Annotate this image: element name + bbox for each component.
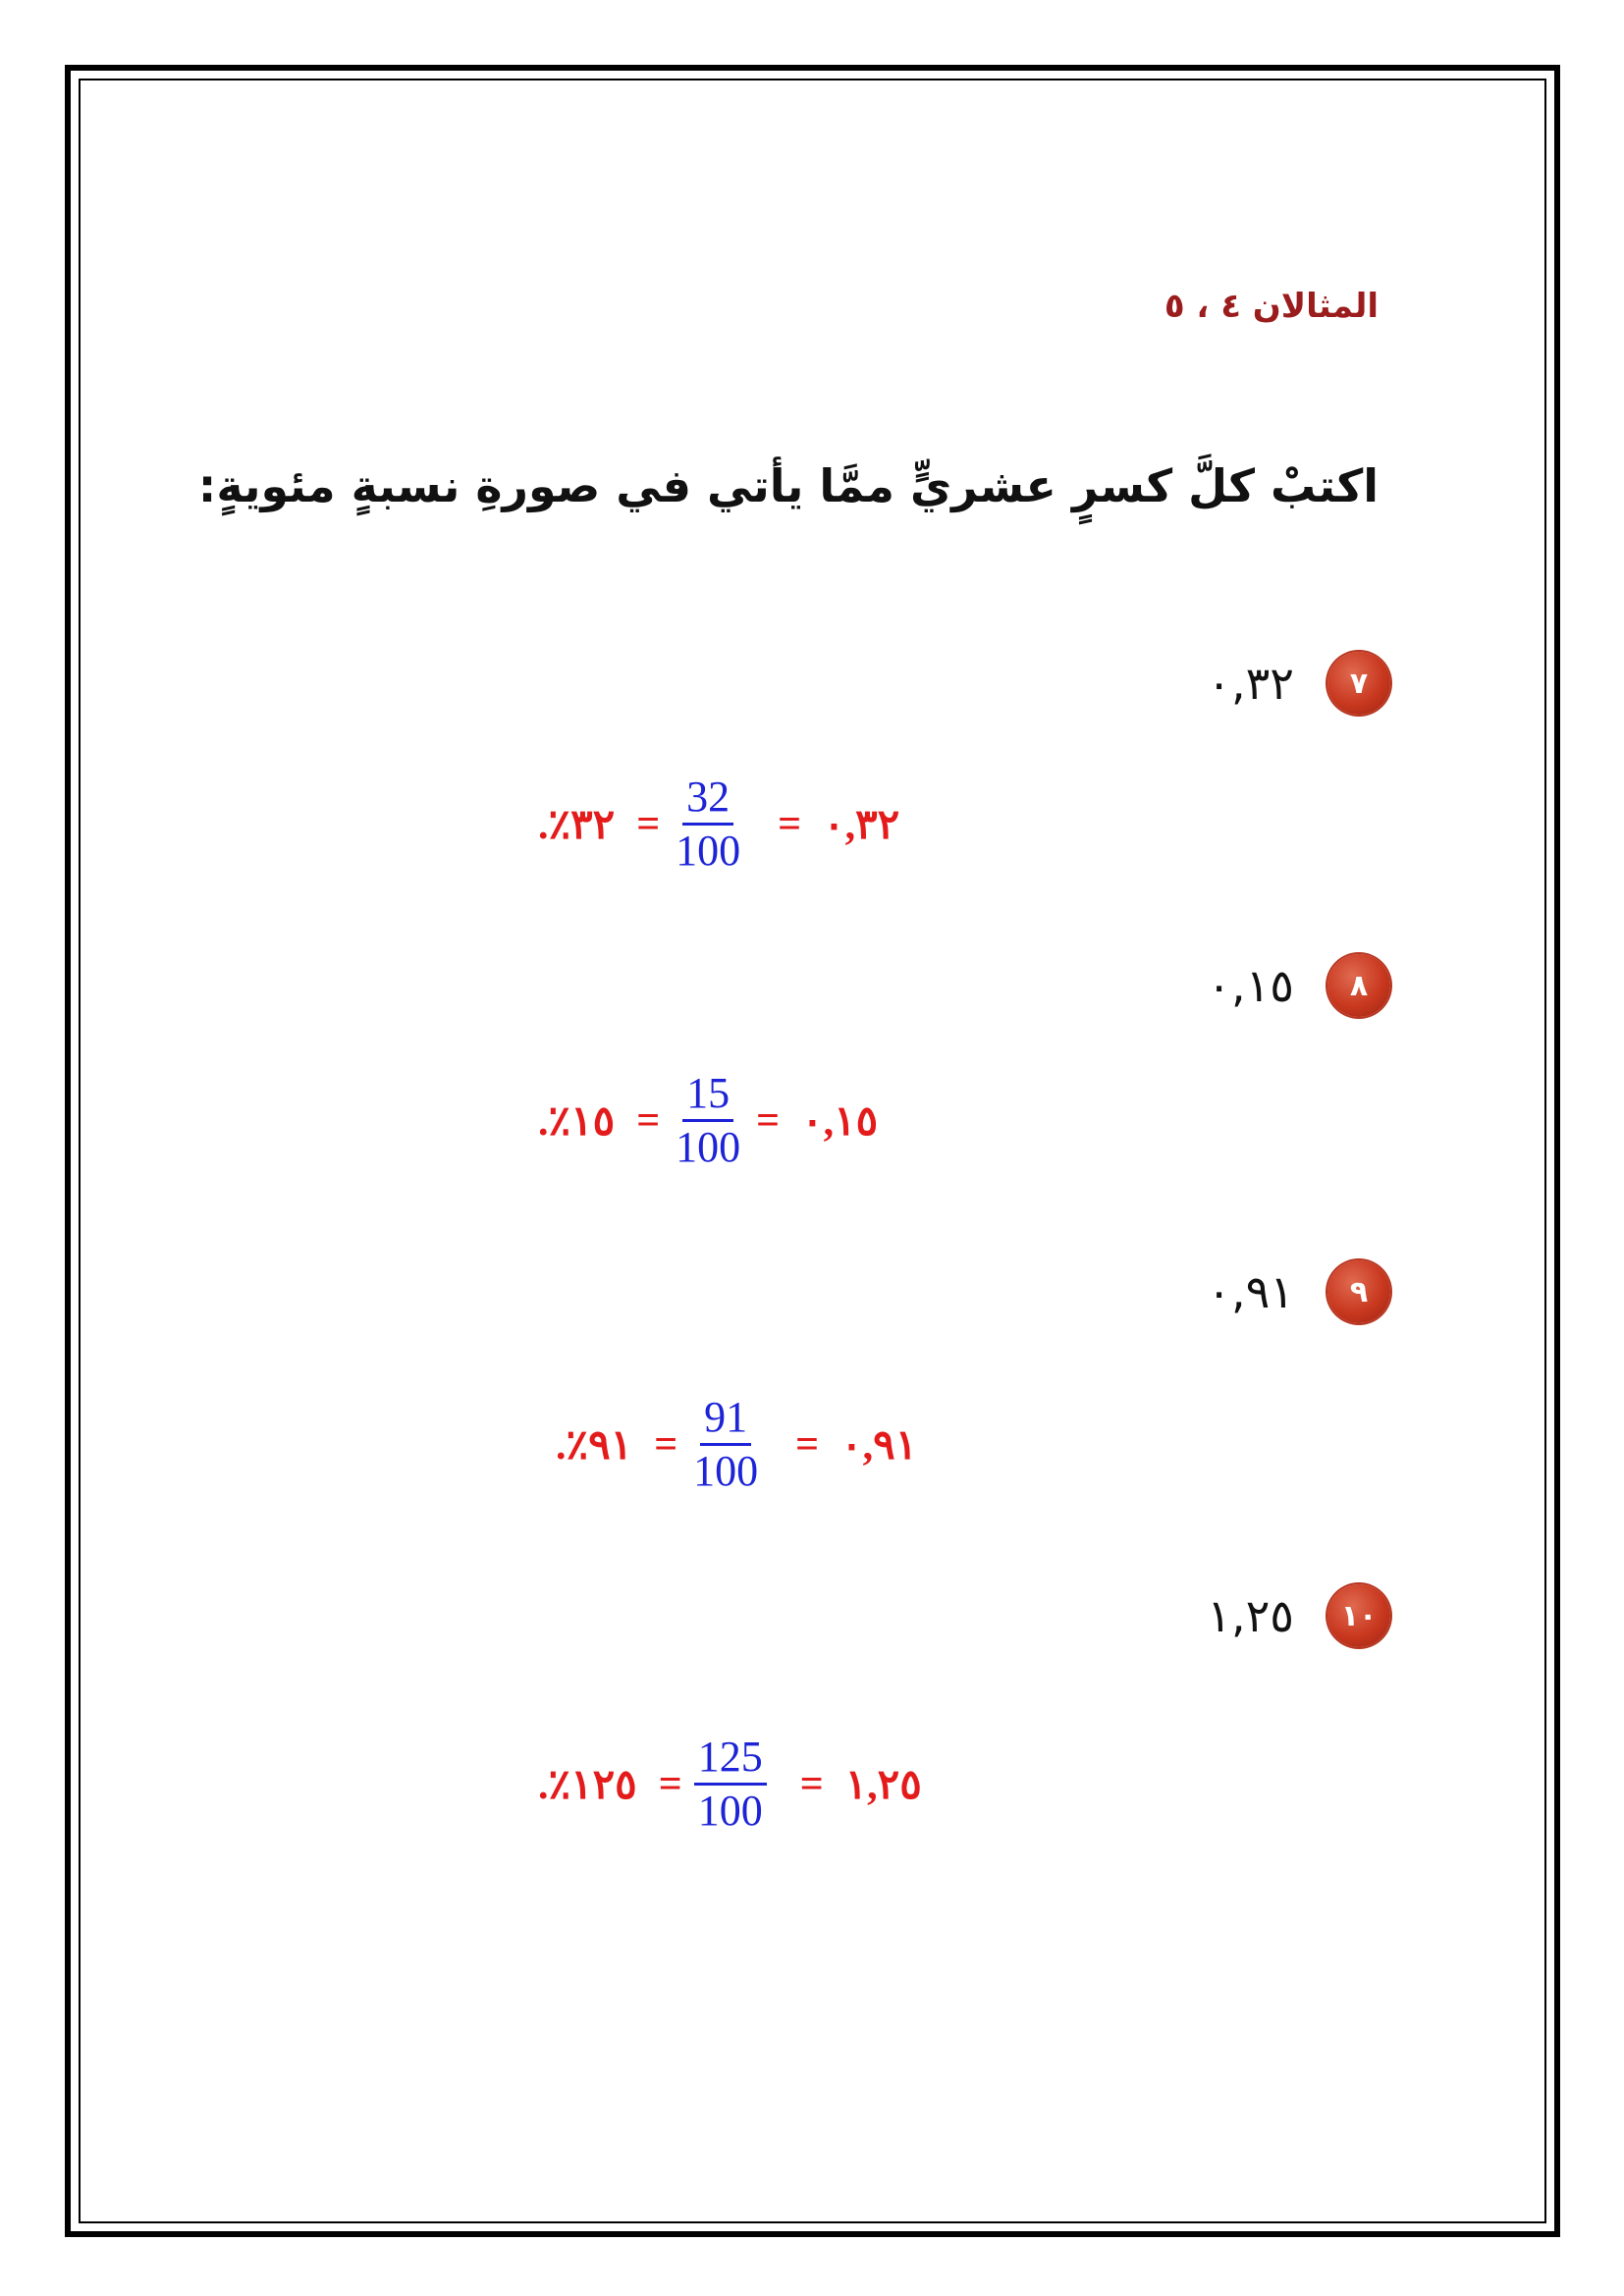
answer-decimal: ٠,٣٢ — [823, 802, 900, 848]
fraction-numerator: 15 — [682, 1072, 733, 1122]
equals-sign: = — [795, 1421, 820, 1468]
answer-9 — [556, 1393, 918, 1495]
answer-percent: .٪١٥ — [538, 1098, 616, 1145]
fraction-denominator: 100 — [697, 1787, 763, 1835]
problem-number-badge: ٨ — [1327, 954, 1390, 1017]
fraction-numerator: 91 — [700, 1396, 751, 1446]
instruction-text: اكتبْ كلَّ كسرٍ عشريٍّ ممَّا يأتي في صورةِ نسبةٍ مئويةٍ: — [197, 459, 1379, 512]
problem-value: ١,٢٥ — [1207, 1589, 1294, 1642]
answer-decimal: ٠,٩١ — [840, 1422, 918, 1468]
answer-percent: .٪١٢٥ — [538, 1762, 637, 1808]
answer-percent: .٪٣٢ — [538, 802, 616, 848]
equals-sign: = — [636, 1097, 661, 1144]
equals-sign: = — [636, 801, 661, 847]
fraction — [672, 1069, 744, 1171]
problem-10 — [1207, 1578, 1390, 1653]
answer-7 — [538, 775, 899, 873]
problem-value: ٠,١٥ — [1207, 959, 1294, 1012]
fraction — [689, 1393, 762, 1495]
problem-value: ٠,٣٢ — [1207, 657, 1294, 710]
problem-9 — [1207, 1255, 1390, 1329]
equals-sign: = — [756, 1097, 781, 1144]
answer-percent: .٪٩١ — [556, 1422, 633, 1468]
equals-sign: = — [778, 801, 802, 847]
fraction-denominator: 100 — [676, 1123, 741, 1171]
equals-sign: = — [658, 1761, 682, 1807]
problem-number-badge: ٧ — [1327, 652, 1390, 715]
fraction-denominator: 100 — [676, 827, 741, 875]
problem-number-badge: ٩ — [1327, 1260, 1390, 1323]
problem-7 — [1207, 646, 1390, 721]
equals-sign: = — [799, 1761, 824, 1807]
problem-number-badge: ١٠ — [1327, 1584, 1390, 1647]
problem-8 — [1207, 948, 1390, 1023]
fraction-denominator: 100 — [693, 1447, 759, 1495]
fraction-numerator: 125 — [694, 1735, 767, 1786]
fraction-numerator: 32 — [682, 775, 733, 826]
answer-decimal: ١,٢٥ — [844, 1762, 922, 1808]
examples-heading: المثالان ٤ ، ٥ — [1164, 287, 1379, 326]
answer-decimal: ٠,١٥ — [801, 1098, 879, 1145]
answer-10 — [538, 1735, 922, 1833]
fraction — [672, 775, 744, 873]
equals-sign: = — [654, 1421, 678, 1468]
fraction — [694, 1735, 767, 1833]
answer-8 — [538, 1069, 879, 1171]
problem-value: ٠,٩١ — [1207, 1265, 1294, 1318]
